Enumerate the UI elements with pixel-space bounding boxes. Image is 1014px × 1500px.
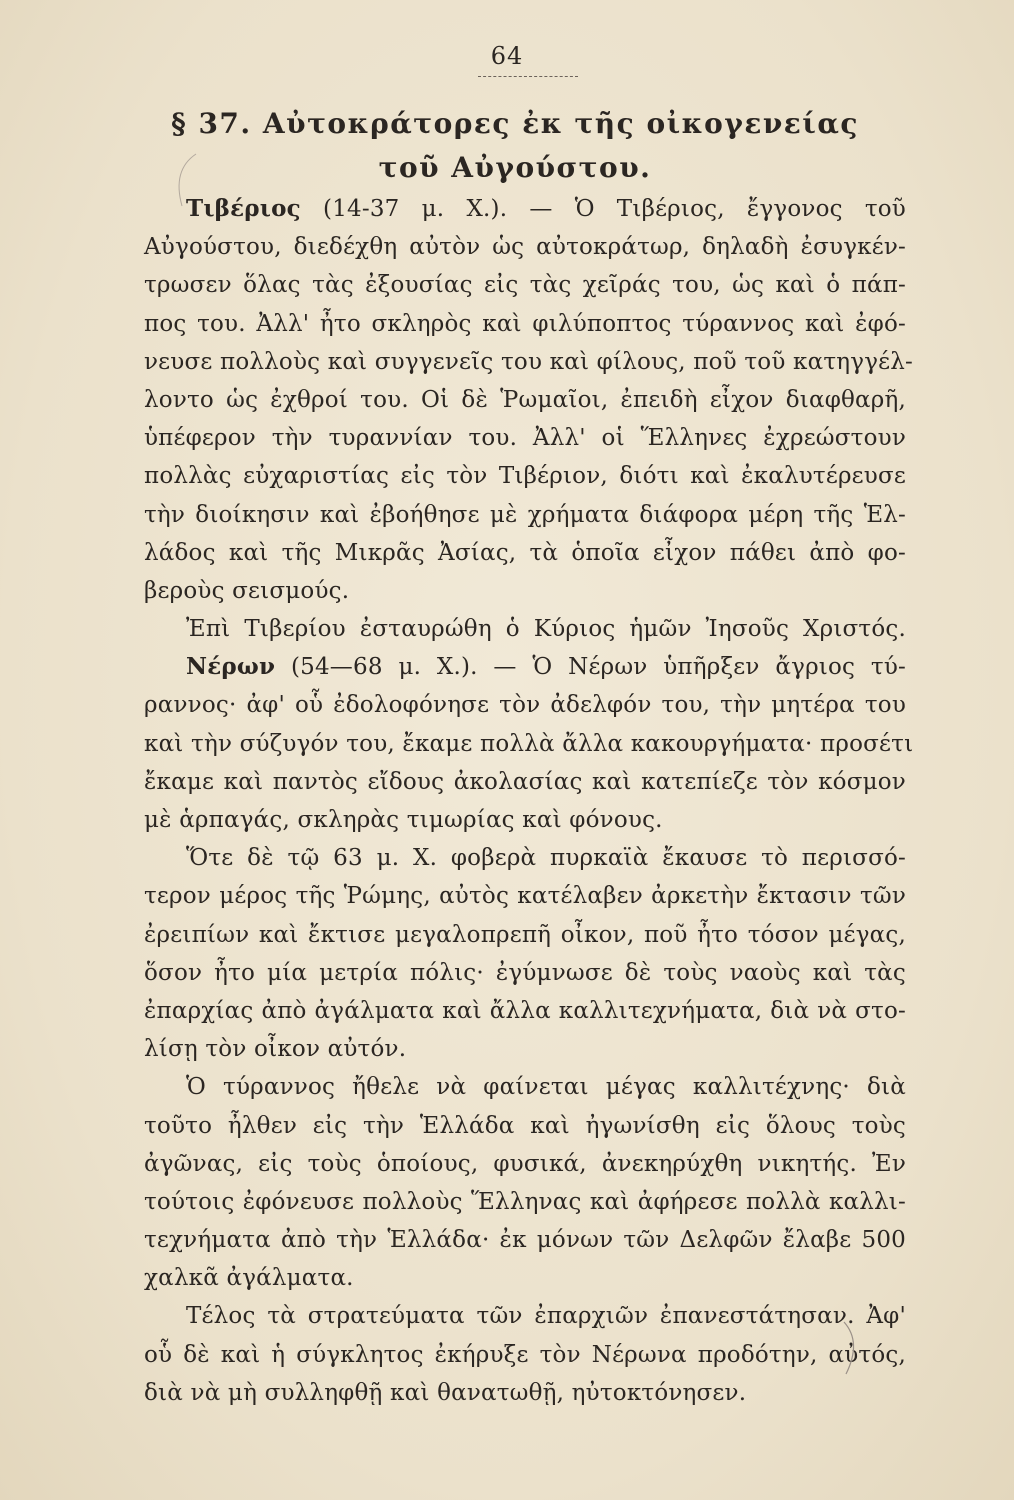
paragraph-line: μὲ ἁρπαγάς, σκληρὰς τιμωρίας καὶ φόνους. [144,807,663,833]
paragraph-line [144,190,906,228]
heading-line-1 [150,102,880,146]
paragraph-line: ὅσον ἦτο μία μετρία πόλις· ἐγύμνωσε δὲ τοὺς ναοὺς καὶ τὰς [144,959,906,986]
paragraph-line: οὗ δὲ καὶ ἡ σύγκλητος ἐκήρυξε τὸν Νέρωνα προδότην, αὐτός, [144,1341,906,1368]
pencil-stroke-icon [160,150,200,210]
paragraph-line: ἔκαμε καὶ παντὸς εἴδους ἀκολασίας καὶ κατεπίεζε τὸν κόσμον [144,768,906,795]
paragraph-line: τούτοις ἐφόνευσε πολλοὺς Ἕλληνας καὶ ἀφήρεσε πολλὰ καλλι- [144,1188,906,1215]
paragraph-line: τρωσεν ὅλας τὰς ἐξουσίας εἰς τὰς χεῖράς του, ὡς καὶ ὁ πάπ- [144,272,906,299]
paragraph-line: νευσε πολλοὺς καὶ συγγενεῖς του καὶ φίλους, ποῦ τοῦ κατηγγέλ- [144,348,913,375]
tiberius-name: Τιβέριος [186,195,301,222]
paragraph-line: πολλὰς εὐχαριστίας εἰς τὸν Τιβέριον, διότι καὶ ἐκαλυτέρευσε [144,463,906,490]
text-line: (14-37 μ. Χ.). — Ὁ Τιβέριος, ἔγγονος τοῦ [300,196,906,222]
paragraph-line: Ὅτε δὲ τῷ 63 μ. Χ. φοβερὰ πυρκαϊὰ ἔκαυσε τὸ περισσό- [186,845,906,872]
page-number-rule [478,76,578,77]
paragraph-line: ἀγῶνας, εἰς τοὺς ὁποίους, φυσικά, ἀνεκηρύχθη νικητής. Ἐν [144,1150,906,1177]
paragraph-line: ραννος· ἀφ' οὗ ἐδολοφόνησε τὸν ἀδελφόν του, τὴν μητέρα του [144,692,906,719]
nero-name: Νέρων [186,653,276,681]
paragraph-line: καὶ τὴν σύζυγόν του, ἔκαμε πολλὰ ἄλλα κακουργήματα· προσέτι [144,730,914,757]
paragraph-line [144,648,906,686]
pencil-mark-icon [836,1318,876,1378]
page-number: 64 [490,42,524,70]
text-line: (54—68 μ. Χ.). — Ὁ Νέρων ὑπῆρξεν ἄγριος τύ- [275,654,906,681]
paragraph-line: ἐρειπίων καὶ ἔκτισε μεγαλοπρεπῆ οἶκον, ποῦ ἦτο τόσον μέγας, [144,921,906,948]
paragraph-line: διὰ νὰ μὴ συλληφθῇ καὶ θανατωθῇ, ηὐτοκτόνησεν. [144,1379,747,1406]
section-heading [150,102,880,190]
paragraph-line: βεροὺς σεισμούς. [144,577,350,604]
paragraph-line: λάδος καὶ τῆς Μικρᾶς Ἀσίας, τὰ ὁποῖα εἶχον πάθει ἀπὸ φο- [144,539,906,566]
paragraph-line: ἐπαρχίας ἀπὸ ἀγάλματα καὶ ἄλλα καλλιτεχνήματα, διὰ νὰ στο- [144,997,906,1024]
section-number: § 37. [171,107,252,140]
heading-title-1: Αὐτοκράτορες ἐκ τῆς οἰκογενείας [262,107,859,140]
paragraph-line: ὑπέφερον τὴν τυραννίαν του. Ἀλλ' οἱ Ἕλληνες ἐχρεώστουν [144,425,906,452]
body-text [144,190,914,1412]
paragraph-line: Τέλος τὰ στρατεύματα τῶν ἐπαρχιῶν ἐπανεστάτησαν. Ἀφ' [186,1303,906,1330]
paragraph-line: λοντο ὡς ἐχθροί του. Οἱ δὲ Ῥωμαῖοι, ἐπειδὴ εἶχον διαφθαρῆ, [144,386,906,413]
paragraph-line: λίσῃ τὸν οἶκον αὐτόν. [144,1036,407,1063]
paragraph-line: τεχνήματα ἀπὸ τὴν Ἑλλάδα· ἐκ μόνων τῶν Δελφῶν ἔλαβε 500 [144,1227,906,1254]
paragraph-line: τερον μέρος τῆς Ῥώμης, αὐτὸς κατέλαβεν ἀρκετὴν ἔκτασιν τῶν [144,883,906,910]
paragraph-line: Ἐπὶ Τιβερίου ἐσταυρώθη ὁ Κύριος ἡμῶν Ἰησοῦς Χριστός. [186,616,906,643]
paragraph-line: τοῦτο ἦλθεν εἰς τὴν Ἑλλάδα καὶ ἠγωνίσθη εἰς ὅλους τοὺς [144,1112,906,1139]
paragraph-line: χαλκᾶ ἀγάλματα. [144,1265,354,1292]
paragraph-line: πος του. Ἀλλ' ἦτο σκληρὸς καὶ φιλύποπτος τύραννος καὶ ἐφό- [144,310,906,337]
paragraph-line: Αὐγούστου, διεδέχθη αὐτὸν ὡς αὐτοκράτωρ, δηλαδὴ ἐσυγκέν- [144,234,906,261]
paragraph-line: τὴν διοίκησιν καὶ ἐβοήθησε μὲ χρήματα διάφορα μέρη τῆς Ἑλ- [144,501,906,528]
paragraph-line: Ὁ τύραννος ἤθελε νὰ φαίνεται μέγας καλλιτέχνης· διὰ [186,1074,906,1101]
heading-line-2: τοῦ Αὐγούστου. [378,151,652,184]
